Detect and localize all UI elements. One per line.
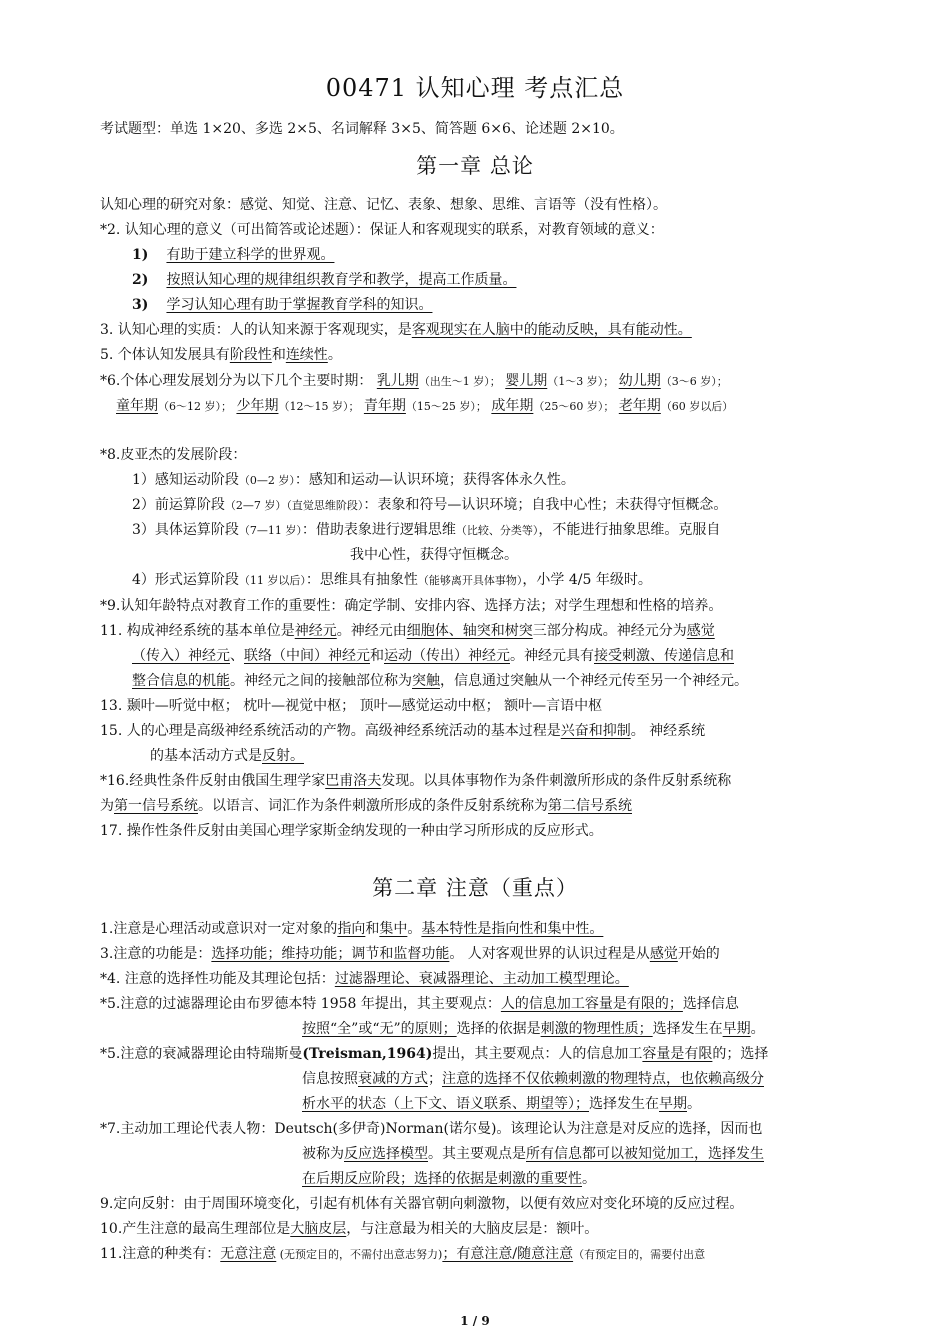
c2-item-5-attenuation-line-1: *5.注意的衰减器理论由特瑞斯曼(Treisman,1964)提出，其主要观点：人的信息加工容量是有限的；选择 — [100, 1046, 769, 1062]
c2-item-4: *4. 注意的选择性功能及其理论包括：过滤器理论、衰减器理论、主动加工模型理论。 — [100, 971, 629, 987]
chapter-2-title: 第二章 注意（重点） — [372, 876, 578, 900]
piaget-stage-2: 2）前运算阶段（2—7 岁）（直觉思维阶段）：表象和符号—认识环境；自我中心性；未获得守恒概念。 — [132, 497, 728, 513]
chapter-1-title: 第一章 总论 — [416, 154, 534, 178]
c2-item-1: 1.注意是心理活动或意识对一定对象的指向和集中。基本特性是指向性和集中性。 — [100, 921, 604, 937]
item-11-line-3: 整合信息的机能。神经元之间的接触部位称为突触，信息通过突触从一个神经元传至另一个神经元。 — [132, 673, 748, 689]
item-2-point: 2) 按照认知心理的规律组织教育学和教学，提高工作质量。 — [132, 272, 517, 288]
c2-item-3: 3.注意的功能是：选择功能；维持功能；调节和监督功能。 人对客观世界的认识过程是从感觉开始的 — [100, 946, 720, 962]
page-number: 1 / 9 — [460, 1314, 490, 1328]
item-5: 5. 个体认知发展具有阶段性和连续性。 — [100, 347, 342, 363]
c2-item-5-filter-line-1: *5.注意的过滤器理论由布罗德本特 1958 年提出，其主要观点：人的信息加工容量是有限的；选择信息 — [100, 996, 739, 1012]
c2-item-9: 9.定向反射：由于周围环境变化，引起有机体有关器官朝向刺激物，以便有效应对变化环境的反应过程。 — [100, 1196, 744, 1212]
item-8-head: *8.皮亚杰的发展阶段： — [100, 447, 247, 463]
item-6-line-1: *6.个体心理发展划分为以下几个主要时期： 乳儿期（出生～1 岁）； 婴儿期（1～3 岁）； 幼儿期（3～6 岁）； — [100, 373, 728, 389]
piaget-stage-3-cont: 我中心性，获得守恒概念。 — [350, 547, 518, 563]
c2-item-7-line-2: 被称为反应选择模型。其主要观点是所有信息都可以被知觉加工，选择发生 — [302, 1146, 764, 1162]
item-3: 3. 认知心理的实质：人的认知来源于客观现实，是客观现实在人脑中的能动反映，具有能动性。 — [100, 322, 692, 338]
exam-format: 考试题型：单选 1×20、多选 2×5、名词解释 3×5、简答题 6×6、论述题 2×10。 — [100, 121, 624, 137]
c2-item-5-filter-line-2: 按照“全”或“无”的原则；选择的依据是刺激的物理性质；选择发生在早期。 — [302, 1021, 765, 1037]
item-15-line-2: 的基本活动方式是反射。 — [150, 748, 304, 764]
item-16-line-2: 为第一信号系统。以语言、词汇作为条件刺激所形成的条件反射系统称为第二信号系统 — [100, 798, 632, 814]
item-16-line-1: *16.经典性条件反射由俄国生理学家巴甫洛夫发现。以具体事物作为条件刺激所形成的条件反射系统称 — [100, 773, 732, 789]
item-11-line-1: 11. 构成神经系统的基本单位是神经元。神经元由细胞体、轴突和树突三部分构成。神经元分为感觉 — [100, 623, 715, 639]
c2-item-5-attenuation-line-3: 析水平的状态（上下文、语义联系、期望等）；选择发生在早期。 — [302, 1096, 701, 1112]
piaget-stage-3: 3）具体运算阶段（7—11 岁）：借助表象进行逻辑思维（比较、分类等），不能进行抽象思维。克服自 — [132, 522, 721, 538]
item-2-head: *2. 认知心理的意义（可出简答或论述题）：保证人和客观现实的联系，对教育领域的意义： — [100, 222, 664, 238]
item-15-line-1: 15. 人的心理是高级神经系统活动的产物。高级神经系统活动的基本过程是兴奋和抑制。 神经系统 — [100, 723, 706, 739]
c2-item-11: 11.注意的种类有：无意注意 (无预定目的，不需付出意志努力)；有意注意/随意注意（有预定目的，需要付出意 — [100, 1246, 706, 1262]
piaget-stage-4: 4）形式运算阶段（11 岁以后）：思维具有抽象性（能够离开具体事物），小学 4/5 年级时。 — [132, 572, 652, 588]
item-6-line-2: 童年期（6～12 岁）； 少年期（12～15 岁）； 青年期（15～25 岁）； 成年期（25～60 岁）； 老年期（60 岁以后） — [116, 398, 734, 414]
item-11-line-2: （传入）神经元、联络（中间）神经元和运动（传出）神经元。神经元具有接受刺激、传递信息和 — [132, 648, 734, 664]
item-9: *9.认知年龄特点对教育工作的重要性：确定学制、安排内容、选择方法；对学生理想和性格的培养。 — [100, 598, 723, 614]
item-2-point: 1) 有助于建立科学的世界观。 — [132, 247, 335, 263]
c2-item-10: 10.产生注意的最高生理部位是大脑皮层，与注意最为相关的大脑皮层是：额叶。 — [100, 1221, 599, 1237]
c2-item-7-line-3: 在后期反应阶段；选择的依据是刺激的重要性。 — [302, 1171, 596, 1187]
document-title: 00471 认知心理 考点汇总 — [325, 74, 625, 102]
piaget-stage-1: 1）感知运动阶段（0—2 岁）：感知和运动—认识环境；获得客体永久性。 — [132, 472, 575, 488]
c2-item-7-line-1: *7.主动加工理论代表人物：Deutsch(多伊奇)Norman(诺尔曼)。该理论认为注意是对反应的选择，因而也 — [100, 1121, 763, 1137]
item-17: 17. 操作性条件反射由美国心理学家斯金纳发现的一种由学习所形成的反应形式。 — [100, 823, 603, 839]
item-2-point: 3) 学习认知心理有助于掌握教育学科的知识。 — [132, 297, 433, 313]
item-13: 13. 颞叶—听觉中枢； 枕叶—视觉中枢； 顶叶—感觉运动中枢； 额叶—言语中枢 — [100, 698, 603, 714]
research-object: 认知心理的研究对象：感觉、知觉、注意、记忆、表象、想象、思维、言语等（没有性格）。 — [100, 197, 667, 213]
c2-item-5-attenuation-line-2: 信息按照衰减的方式；注意的选择不仅依赖刺激的物理特点，也依赖高级分 — [302, 1071, 764, 1087]
